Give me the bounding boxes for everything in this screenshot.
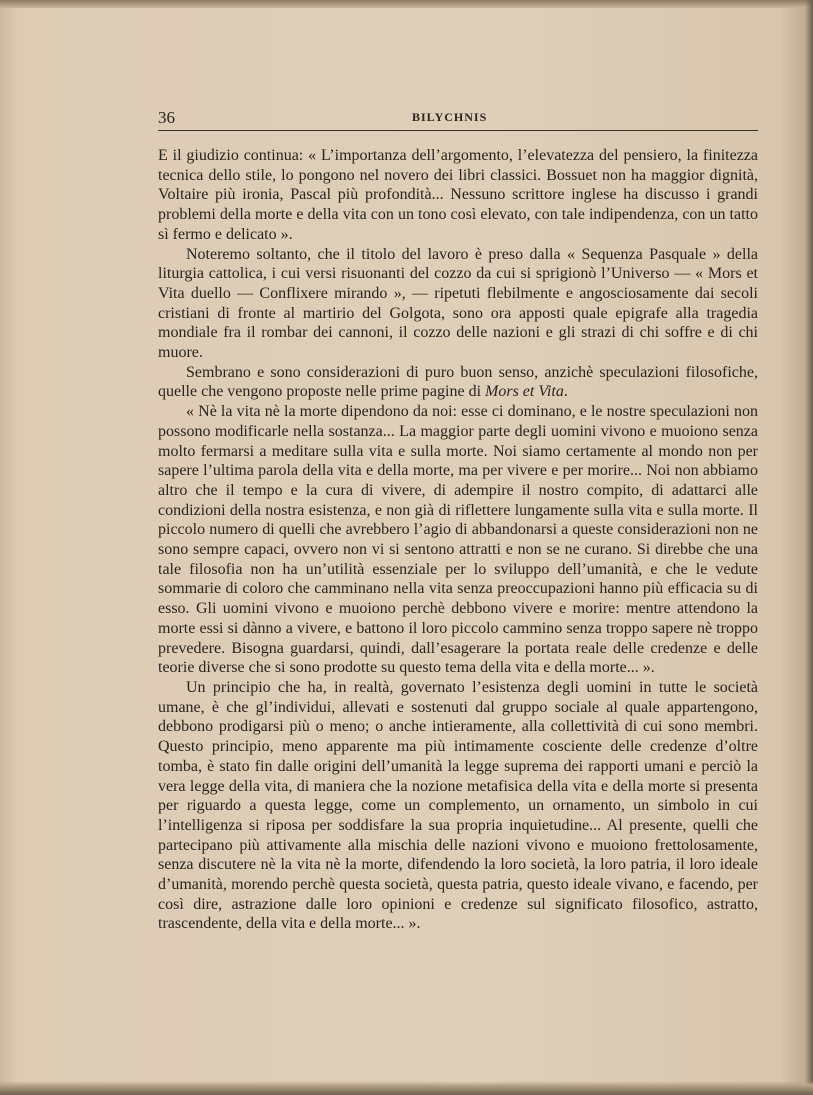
paragraph-3-text: Sembrano e sono considerazioni di puro buon senso, anzichè speculazioni filosofiche, quelle che vengono proposte nelle prime pagine di xyxy=(158,363,758,401)
paragraph-5: Un principio che ha, in realtà, governato l’esistenza degli uomini in tutte le società umane, è che gl’individui, allevati e sostenuti dal gruppo sociale al quale appartengono, debbono prodigarsi più o meno; o anche intieramente, alla collettività di cui sono membri. Questo principio, meno apparente ma più intimamente cosciente delle credenze d’oltre tomba, è stato fin dalle origini dell’umanità la legge suprema dei rapporti umani e perciò la vera legge della vita, di maniera che la nozione metafisica della vita e della morte si presenta per riguardo a questa legge, come un complemento, un ornamento, un simbolo in cui l’intelligenza si riposa per soddisfare la sua propria inquietudine... Al presente, quelli che partecipano più attivamente alla mischia delle nazioni vivono e muoiono frettolosamente, senza discutere nè la vita nè la morte, difendendo la loro società, la loro patria, il loro ideale d’umanità, morendo perchè questa società, questa patria, questo ideale vivano, e facendo, per così dire, astrazione dalle loro opinioni e credenze sul significato filosofico, astratto, trascendente, della vita e della morte... ». xyxy=(158,678,758,933)
page-header xyxy=(158,108,758,130)
paragraph-4-quote: « Nè la vita nè la morte dipendono da noi: esse ci dominano, e le nostre speculazioni non possono modificarle nella sostanza... La maggior parte degli uomini vivono e muoiono senza molto fermarsi a meditare sulla vita e sulla morte. Noi siamo certamente al mondo non per sapere l’ultima parola della vita e della morte, ma per vivere e per morire... Noi non abbiamo altro che il tempo e la cura di vivere, di adempire il nostro compito, di adattarci alle condizioni della nostra esistenza, e non già di riflettere lungamente sulla vita e sulla morte. Il piccolo numero di quelli che avrebbero l’agio di abbandonarsi a queste considerazioni non ne sono sempre capaci, ovvero non vi si sentono attratti e non se ne curano. Si direbbe che una tale filosofia non ha un’utilità essenziale per lo sviluppo dell’umanità, e che le vedute sommarie di coloro che camminano nella vita senza preoccupazioni hanno più efficacia su di esso. Gli uomini vivono e muoiono perchè debbono vivere e morire: mentre attendono la morte essi si dànno a vivere, e battono il loro piccolo cammino senza troppo sapere nè troppo prevedere. Bisogna guardarsi, quindi, dall’esagerare la portata reale delle credenze e delle teorie diverse che si sono prodotte su questo tema della vita e della morte... ». xyxy=(158,403,758,677)
paragraph-3-end: . xyxy=(563,383,568,401)
book-title-italic: Mors et Vita xyxy=(485,383,564,401)
header-rule xyxy=(158,130,758,131)
text-body xyxy=(158,146,758,934)
paragraph-2: Noteremo soltanto, che il titolo del lavoro è preso dalla « Sequenza Pasquale » della liturgia cattolica, i cui versi risuonanti del cozzo da cui si sprigionò l’Universo — « Mors et Vita duello — Conflixere mirando », — ripetuti flebilmente e angosciosamente dai secoli cristiani di fronte al martirio del Golgota, sono ora apposti quale epigrafe alla tragedia mondiale fra il rombar dei cannoni, il cozzo delle nazioni e gli strazi di chi soffre e di chi muore. xyxy=(158,245,758,362)
page-number: 36 xyxy=(158,108,175,127)
page-right-edge xyxy=(805,0,813,1095)
paragraph-3 xyxy=(158,363,758,402)
paragraph-1: E il giudizio continua: « L’importanza dell’argomento, l’elevatezza del pensiero, la finitezza tecnica dello stile, lo pongono nel novero dei libri classici. Bossuet non ha maggior dignità, Voltaire più ironia, Pascal più profondità... Nessuno scrittore inglese ha discusso i grandi problemi della morte e della vita con un tono così elevato, con tale indipendenza, con un tatto sì fermo e delicato ». xyxy=(158,147,758,243)
running-title: BILYCHNIS xyxy=(412,110,488,124)
page-bottom-edge xyxy=(0,1081,813,1095)
page-top-edge xyxy=(0,0,813,8)
